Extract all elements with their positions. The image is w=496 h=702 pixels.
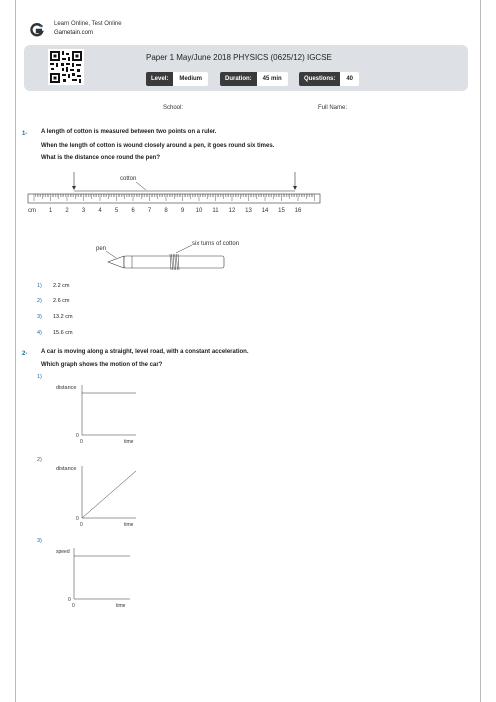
logo-icon — [30, 23, 44, 37]
graph-2-number[interactable]: 2) — [37, 457, 42, 463]
option-2-text[interactable]: 2.6 cm — [53, 298, 70, 304]
ruler-tick-label: 14 — [261, 208, 269, 214]
question-2-line-1: A car is moving along a straight, level road, with a constant acceleration. — [41, 349, 249, 355]
level-pill — [146, 72, 208, 86]
exam-title: Paper 1 May/June 2018 PHYSICS (0625/12) IGCSE — [146, 53, 332, 62]
ruler-tick-label: 13 — [245, 208, 252, 214]
option-2-number[interactable]: 2) — [37, 298, 42, 304]
graph-1-origin-y: 0 — [76, 433, 79, 439]
graph-3-number[interactable]: 3) — [37, 538, 42, 544]
option-4-number[interactable]: 4) — [37, 330, 42, 336]
duration-label: Duration: — [220, 72, 257, 86]
exam-header — [24, 45, 468, 91]
ruler-tick-label: 12 — [228, 208, 236, 214]
option-4-text[interactable]: 15.6 cm — [53, 330, 73, 336]
graph-1-y-label: distance — [56, 385, 77, 391]
question-1-line-1: A length of cotton is measured between two points on a ruler. — [41, 129, 217, 135]
graph-3-y-label: speed — [56, 549, 70, 555]
graph-2[interactable] — [50, 463, 150, 533]
brand-site: Gametain.com — [54, 30, 94, 36]
questions-label: Questions: — [299, 72, 340, 86]
ruler-tick-label: 3 — [81, 208, 86, 214]
right-marker-arrow — [293, 186, 297, 190]
questions-pill — [299, 72, 359, 86]
ruler-tick-label: 5 — [114, 208, 119, 214]
graph-1-origin-x: 0 — [80, 439, 83, 445]
pen-pointer — [106, 251, 116, 258]
pen-figure — [94, 236, 274, 276]
pen-label: pen — [96, 246, 107, 252]
school-field: School: — [163, 105, 184, 111]
graph-3-x-label: time — [116, 603, 126, 609]
graph-1[interactable] — [50, 380, 150, 450]
qr-code — [48, 49, 84, 85]
ruler-tick-label: 15 — [278, 208, 285, 214]
option-1-number[interactable]: 1) — [37, 283, 42, 289]
duration-pill — [220, 72, 288, 86]
ruler-tick-label: 2 — [65, 208, 69, 214]
ruler-labels — [49, 208, 302, 214]
ruler-tick-label: 8 — [164, 208, 168, 214]
graph-2-plot-line — [82, 471, 136, 518]
turns-pointer — [176, 245, 192, 253]
cotton-pointer — [136, 182, 146, 190]
graph-3[interactable] — [50, 544, 150, 614]
ruler-tick-label: 11 — [212, 208, 219, 214]
full-name-field: Full Name: — [318, 105, 348, 111]
question-2-line-2: Which graph shows the motion of the car? — [41, 362, 163, 368]
duration-value: 45 min — [257, 72, 288, 86]
ruler-unit-label: cm — [28, 208, 36, 214]
option-3-number[interactable]: 3) — [37, 314, 42, 320]
brand-logo — [30, 23, 44, 37]
question-2-number: 2- — [22, 351, 28, 357]
ruler-tick-label: 9 — [180, 208, 185, 214]
graph-3-origin-y: 0 — [68, 597, 71, 603]
graph-1-x-label: time — [124, 439, 134, 445]
ruler-tick-label: 6 — [131, 208, 135, 214]
turns-label: six turns of cotton — [192, 241, 240, 247]
ruler-figure — [24, 170, 324, 220]
ruler-tick-label: 16 — [294, 208, 302, 214]
graph-3-origin-x: 0 — [72, 603, 75, 609]
questions-value: 40 — [340, 72, 359, 86]
graph-2-x-label: time — [124, 522, 134, 528]
option-1-text[interactable]: 2.2 cm — [53, 283, 70, 289]
brand-tagline: Learn Online, Test Online — [54, 21, 122, 27]
left-marker-arrow — [72, 186, 76, 190]
ruler-tick-label: 4 — [98, 208, 102, 214]
option-3-text[interactable]: 13.2 cm — [53, 314, 73, 320]
question-1-line-3: What is the distance once round the pen? — [41, 155, 161, 161]
graph-2-origin-x: 0 — [80, 522, 83, 528]
question-1-number: 1- — [22, 131, 28, 137]
graph-1-number[interactable]: 1) — [37, 374, 42, 380]
level-value: Medium — [173, 72, 208, 86]
graph-2-origin-y: 0 — [76, 516, 79, 522]
cotton-label: cotton — [120, 176, 137, 182]
ruler-tick-label: 10 — [195, 208, 203, 214]
ruler-tick-label: 7 — [147, 208, 152, 214]
graph-2-y-label: distance — [56, 466, 77, 472]
qr-code-icon — [48, 49, 84, 85]
ruler-tick-label: 1 — [48, 208, 53, 214]
level-label: Level: — [146, 72, 173, 86]
question-1-line-2: When the length of cotton is wound closely around a pen, it goes round six times. — [41, 143, 275, 149]
